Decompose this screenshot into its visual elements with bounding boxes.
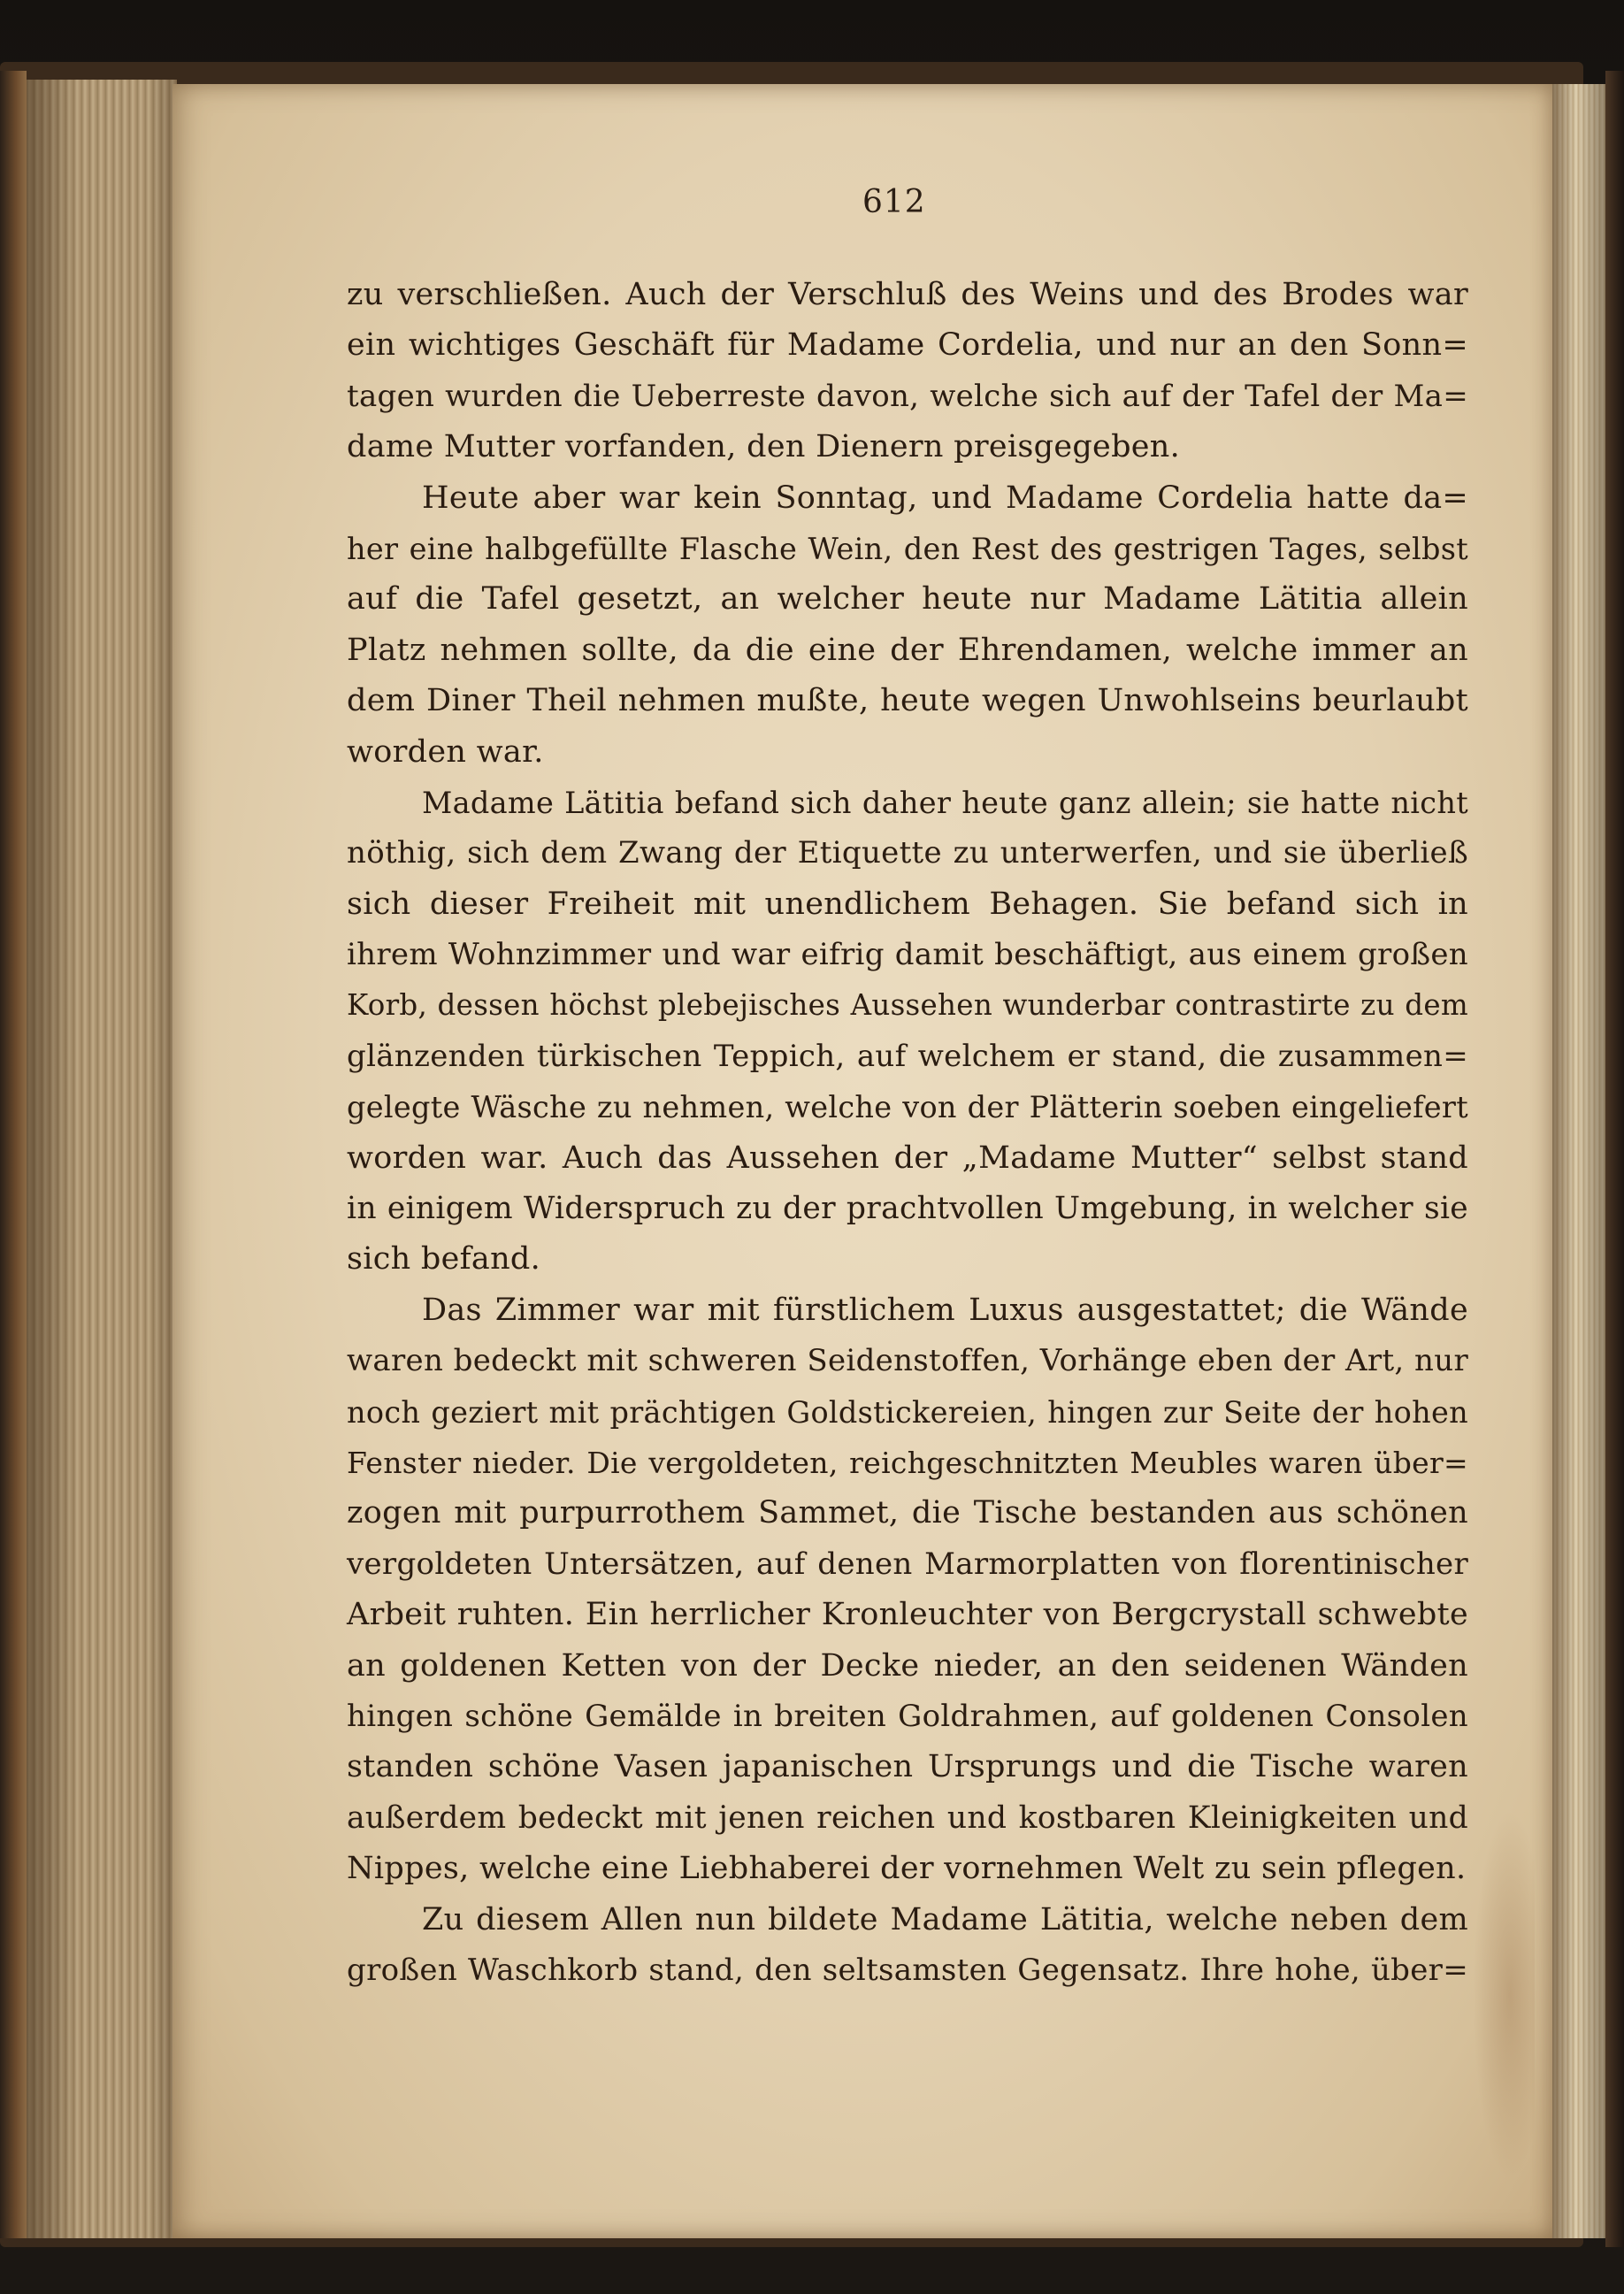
text-line: ihrem Wohnzimmer und war eifrig damit beschäftigt, aus einem großen	[347, 937, 1468, 973]
text-line: sich dieser Freiheit mit unendlichem Behagen. Sie befand sich in	[347, 886, 1468, 922]
text-line: hingen schöne Gemälde in breiten Goldrahmen, auf goldenen Consolen	[347, 1698, 1468, 1734]
body-text	[347, 270, 1468, 1996]
text-line: gelegte Wäsche zu nehmen, welche von der Plätterin soeben eingeliefert	[347, 1090, 1468, 1125]
page-number: 612	[862, 184, 926, 220]
text-line: noch geziert mit prächtigen Goldstickereien, hingen zur Seite der hohen	[347, 1394, 1468, 1430]
text-line: Nippes, welche eine Liebhaberei der vornehmen Welt zu sein pflegen.	[347, 1851, 1467, 1887]
left-page-stack-shadow	[27, 80, 177, 2238]
text-line: zu verschließen. Auch der Verschluß des Weins und des Brodes war	[347, 277, 1468, 312]
text-line: Korb, dessen höchst plebejisches Aussehen wunderbar contrastirte zu dem	[347, 988, 1468, 1023]
page-stain	[1473, 1809, 1535, 2181]
text-line: glänzenden türkischen Teppich, auf welchem er stand, die zusammen=	[347, 1038, 1468, 1074]
text-line: tagen wurden die Ueberreste davon, welche sich auf der Tafel der Ma=	[347, 378, 1468, 414]
text-line: Platz nehmen sollte, da die eine der Ehrendamen, welche immer an	[347, 632, 1468, 668]
text-line: vergoldeten Untersätzen, auf denen Marmorplatten von florentinischer	[347, 1546, 1468, 1582]
text-line: großen Waschkorb stand, den seltsamsten Gegensatz. Ihre hohe, über=	[347, 1952, 1468, 1988]
text-line: Zu diesem Allen nun bildete Madame Lätitia, welche neben dem	[422, 1901, 1468, 1937]
text-line: Das Zimmer war mit fürstlichem Luxus ausgestattet; die Wände	[422, 1292, 1468, 1328]
text-line: her eine halbgefüllte Flasche Wein, den Rest des gestrigen Tages, selbst	[347, 531, 1468, 566]
text-line: worden war. Auch das Aussehen der „Madame Mutter“ selbst stand	[347, 1139, 1468, 1176]
text-line: ein wichtiges Geschäft für Madame Cordelia, und nur an den Sonn=	[347, 327, 1468, 364]
right-page-stack-shadow	[1552, 84, 1605, 2238]
text-line: an goldenen Ketten von der Decke nieder, an den seidenen Wänden	[347, 1647, 1468, 1684]
text-line: außerdem bedeckt mit jenen reichen und kostbaren Kleinigkeiten und	[347, 1799, 1468, 1836]
text-line: in einigem Widerspruch zu der prachtvollen Umgebung, in welcher sie	[347, 1191, 1468, 1227]
text-line: Fenster nieder. Die vergoldeten, reichgeschnitzten Meubles waren über=	[347, 1445, 1468, 1480]
text-line: Heute aber war kein Sonntag, und Madame Cordelia hatte da=	[422, 480, 1468, 516]
text-line: Arbeit ruhten. Ein herrlicher Kronleuchter von Bergcrystall schwebte	[347, 1597, 1468, 1633]
right-cover-board	[1605, 71, 1624, 2247]
text-line: nöthig, sich dem Zwang der Etiquette zu unterwerfen, und sie überließ	[347, 835, 1468, 871]
text-line: zogen mit purpurrothem Sammet, die Tische bestanden aus schönen	[347, 1495, 1468, 1531]
text-line: standen schöne Vasen japanischen Ursprungs und die Tische waren	[347, 1749, 1468, 1785]
text-line: waren bedeckt mit schweren Seidenstoffen, Vorhänge eben der Art, nur	[347, 1343, 1468, 1379]
text-line: dame Mutter vorfanden, den Dienern preisgegeben.	[347, 429, 1181, 465]
text-line: worden war.	[347, 733, 544, 770]
text-line: auf die Tafel gesetzt, an welcher heute nur Madame Lätitia allein	[347, 581, 1468, 618]
text-line: Madame Lätitia befand sich daher heute ganz allein; sie hatte nicht	[422, 785, 1468, 820]
text-line: dem Diner Theil nehmen mußte, heute wegen Unwohlseins beurlaubt	[347, 683, 1468, 719]
left-cover-board	[0, 71, 27, 2238]
text-line: sich befand.	[347, 1241, 541, 1277]
